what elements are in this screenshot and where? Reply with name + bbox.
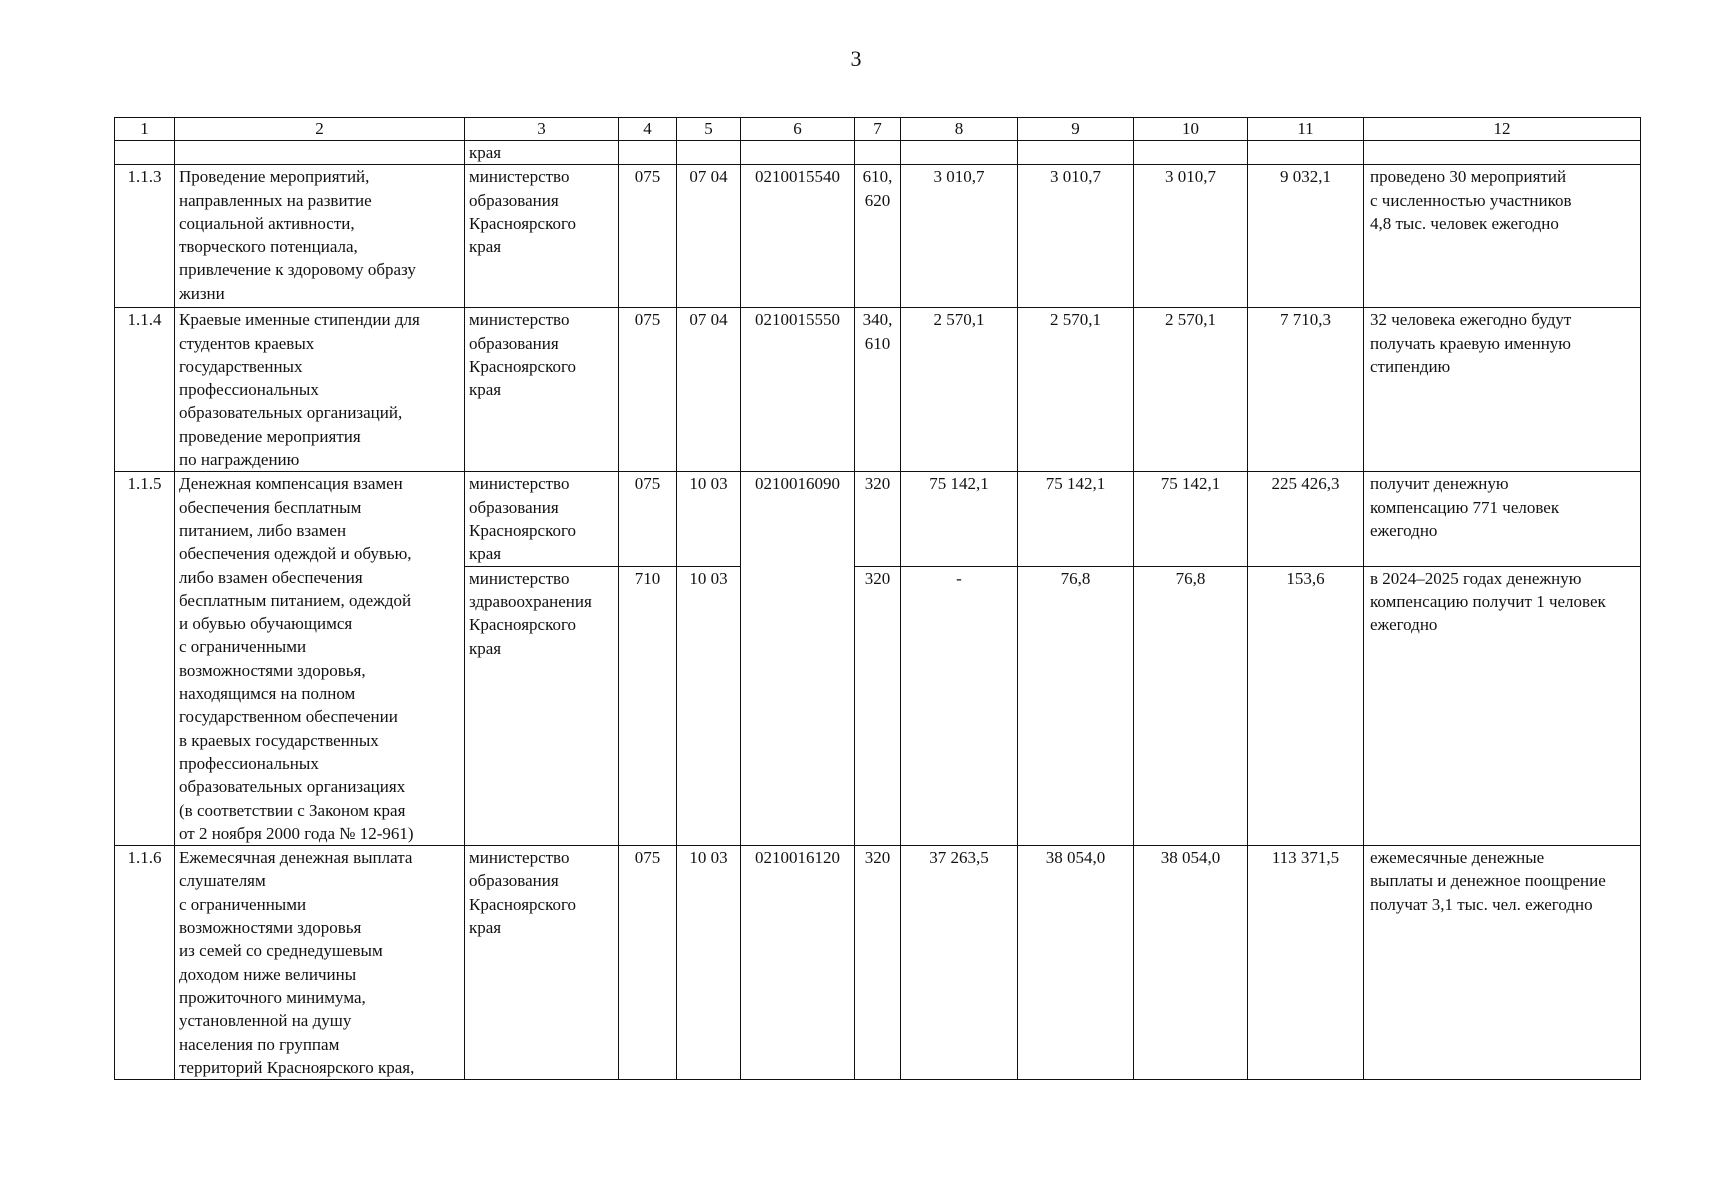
column-header: 1 <box>115 118 175 141</box>
cell-total: 113 371,5 <box>1248 846 1364 1080</box>
cell-description: Ежемесячная денежная выплата слушателям с ограниченными возможностями здоровья из семей со среднедушевым доходом ниже величины прожиточного минимума, установленной на душу населения по группам территорий Красноярского края, <box>175 846 465 1080</box>
cell-grbs-code: 710 <box>619 566 677 845</box>
column-header: 10 <box>1134 118 1248 141</box>
cell-amount: 75 142,1 <box>1134 472 1248 566</box>
cell-amount: 2 570,1 <box>901 308 1018 472</box>
table-row <box>115 308 1641 472</box>
column-header: 7 <box>855 118 901 141</box>
column-header: 2 <box>175 118 465 141</box>
cell-grbs-code: 075 <box>619 308 677 472</box>
cell-total: 9 032,1 <box>1248 165 1364 308</box>
cell-amount: 3 010,7 <box>1134 165 1248 308</box>
cell-item-number: 1.1.5 <box>115 472 175 846</box>
column-header: 8 <box>901 118 1018 141</box>
column-header: 3 <box>465 118 619 141</box>
budget-table <box>114 117 1641 1080</box>
column-number-row <box>115 118 1641 141</box>
cell-description: Проведение мероприятий, направленных на развитие социальной активности, творческого потенциала, привлечение к здоровому образу жизни <box>175 165 465 308</box>
cell-total: 153,6 <box>1248 566 1364 845</box>
cell-amount: - <box>901 566 1018 845</box>
cell-section-code: 07 04 <box>677 165 741 308</box>
cell-amount: 75 142,1 <box>1018 472 1134 566</box>
table-row <box>115 846 1641 1080</box>
cell-item-number: 1.1.4 <box>115 308 175 472</box>
cell-amount: 38 054,0 <box>1018 846 1134 1080</box>
cell-grbs-code: 075 <box>619 472 677 566</box>
column-header: 11 <box>1248 118 1364 141</box>
cell-description: Краевые именные стипендии для студентов краевых государственных профессиональных образовательных организаций, проведение мероприятия по награждению <box>175 308 465 472</box>
cell-amount: 3 010,7 <box>1018 165 1134 308</box>
cell-amount: 76,8 <box>1018 566 1134 845</box>
cell-section-code: 10 03 <box>677 566 741 845</box>
continuation-row <box>115 141 1641 165</box>
table-row <box>115 165 1641 308</box>
table-row <box>115 472 1641 566</box>
cell-agency: края <box>465 141 619 165</box>
cell-grbs-code: 075 <box>619 846 677 1080</box>
column-header: 9 <box>1018 118 1134 141</box>
cell-target-code: 0210016120 <box>741 846 855 1080</box>
cell-agency: министерство образования Красноярского края <box>465 308 619 472</box>
cell-amount: 75 142,1 <box>901 472 1018 566</box>
cell-expense-type: 320 <box>855 472 901 566</box>
cell-item-number: 1.1.6 <box>115 846 175 1080</box>
cell-agency: министерство здравоохранения Красноярского края <box>465 566 619 845</box>
cell-description: Денежная компенсация взамен обеспечения бесплатным питанием, либо взамен обеспечения одеждой и обувью, либо взамен обеспечения бесплатным питанием, одеждой и обувью обучающимся с ограниченными возможностями здоровья, находящимся на полном государственном обеспечении в краевых государственных профессиональных образовательных организациях (в соответствии с Законом края от 2 ноября 2000 года № 12-961) <box>175 472 465 846</box>
cell-amount: 3 010,7 <box>901 165 1018 308</box>
cell-item-number: 1.1.3 <box>115 165 175 308</box>
column-header: 12 <box>1364 118 1641 141</box>
cell-expected-result: проведено 30 мероприятий с численностью участников 4,8 тыс. человек ежегодно <box>1364 165 1641 308</box>
cell-amount: 2 570,1 <box>1018 308 1134 472</box>
cell-total: 225 426,3 <box>1248 472 1364 566</box>
cell-section-code: 07 04 <box>677 308 741 472</box>
cell-expected-result: ежемесячные денежные выплаты и денежное поощрение получат 3,1 тыс. чел. ежегодно <box>1364 846 1641 1080</box>
cell-amount: 2 570,1 <box>1134 308 1248 472</box>
page-number: 3 <box>850 46 862 71</box>
cell-expected-result: 32 человека ежегодно будут получать краевую именную стипендию <box>1364 308 1641 472</box>
cell-expense-type: 340, 610 <box>855 308 901 472</box>
cell-target-code: 0210016090 <box>741 472 855 846</box>
cell-grbs-code: 075 <box>619 165 677 308</box>
cell-section-code: 10 03 <box>677 846 741 1080</box>
cell-expense-type: 320 <box>855 846 901 1080</box>
cell-expected-result: получит денежную компенсацию 771 человек ежегодно <box>1364 472 1641 566</box>
cell-expense-type: 610, 620 <box>855 165 901 308</box>
cell-agency: министерство образования Красноярского края <box>465 165 619 308</box>
cell-target-code: 0210015540 <box>741 165 855 308</box>
column-header: 4 <box>619 118 677 141</box>
column-header: 5 <box>677 118 741 141</box>
cell-agency: министерство образования Красноярского края <box>465 846 619 1080</box>
column-header: 6 <box>741 118 855 141</box>
cell-amount: 38 054,0 <box>1134 846 1248 1080</box>
cell-amount: 37 263,5 <box>901 846 1018 1080</box>
cell-amount: 76,8 <box>1134 566 1248 845</box>
cell-section-code: 10 03 <box>677 472 741 566</box>
cell-total: 7 710,3 <box>1248 308 1364 472</box>
cell-target-code: 0210015550 <box>741 308 855 472</box>
cell-expected-result: в 2024–2025 годах денежную компенсацию получит 1 человек ежегодно <box>1364 566 1641 845</box>
cell-expense-type: 320 <box>855 566 901 845</box>
cell-agency: министерство образования Красноярского края <box>465 472 619 566</box>
